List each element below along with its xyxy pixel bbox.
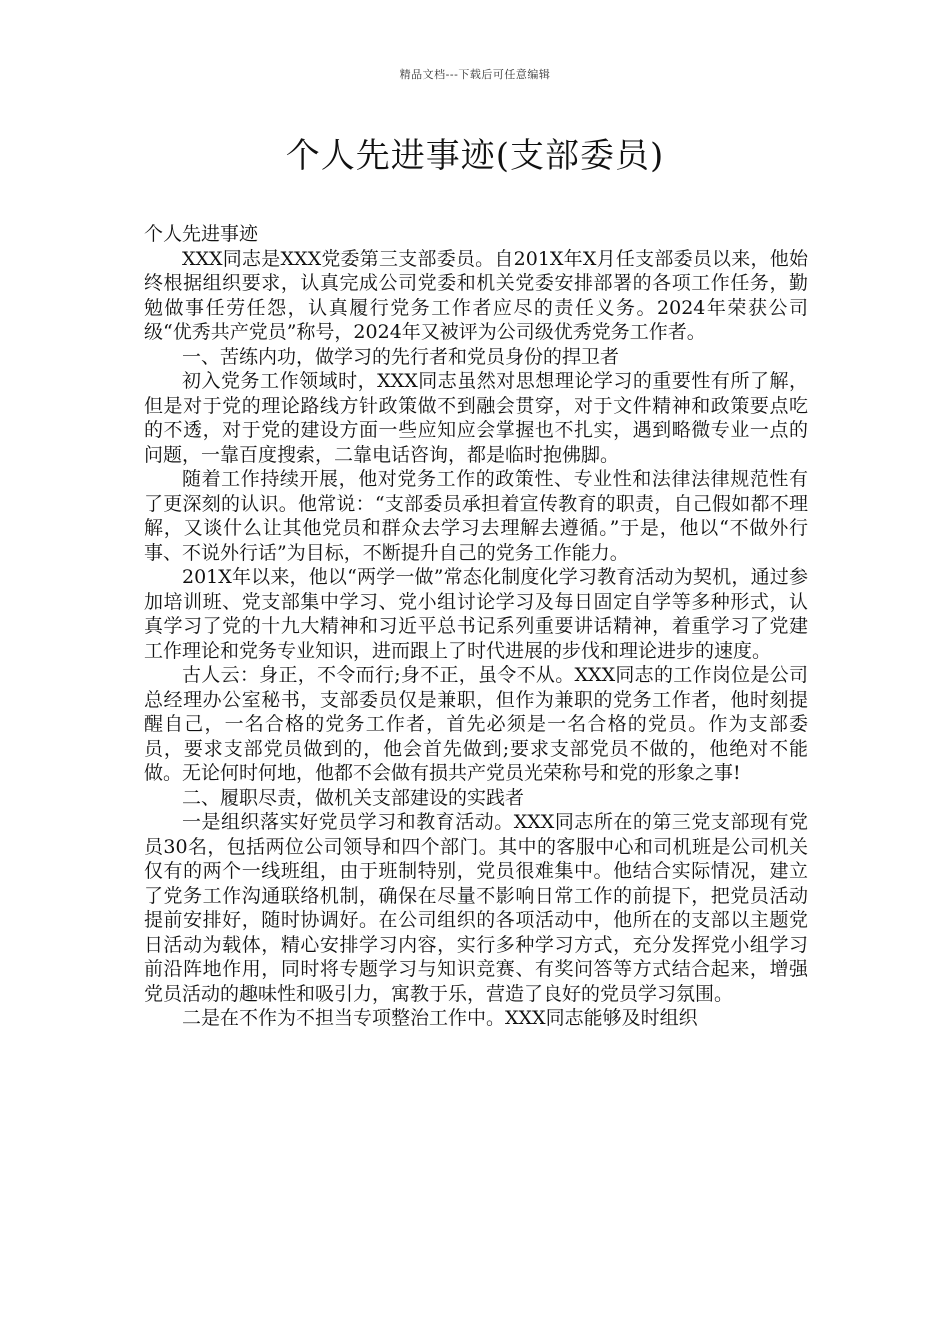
body-paragraph: 古人云：身正，不令而行;身不正，虽令不从。XXX同志的工作岗位是公司总经理办公室秘书，支部委员仅是兼职，但作为兼职的党务工作者，他时刻提醒自己，一名合格的党务工作者，首先必须是一名合格的党员。作为支部委员，要求支部党员做到的，他会首先做到;要求支部党员不做的，他绝对不能做。无论何时何地，他都不会做有损共产党员光荣称号和党的形象之事!: [144, 664, 808, 784]
body-paragraph: 一是组织落实好党员学习和教育活动。XXX同志所在的第三党支部现有党员30名，包括两位公司领导和四个部门。其中的客服中心和司机班是公司机关仅有的两个一线班组，由于班制特别，党员很难集中。他结合实际情况，建立了党务工作沟通联络机制，确保在尽量不影响日常工作的前提下，把党员活动提前安排好，随时协调好。在公司组织的各项活动中，他所在的支部以主题党日活动为载体，精心安排学习内容，实行多种学习方式，充分发挥党小组学习前沿阵地作用，同时将专题学习与知识竞赛、有奖问答等方式结合起来，增强党员活动的趣味性和吸引力，寓教于乐，营造了良好的党员学习氛围。: [144, 811, 808, 1005]
section-heading: 二、履职尽责，做机关支部建设的实践者: [182, 786, 525, 809]
body-paragraph: 二是在不作为不担当专项整治工作中。XXX同志能够及时组织: [182, 1007, 698, 1029]
body-paragraph: 随着工作持续开展，他对党务工作的政策性、专业性和法律法律规范性有了更深刻的认识。他常说：“支部委员承担着宣传教育的职责，自己假如都不理解，又谈什么让其他党员和群众去学习去理解去遵循。”于是，他以“不做外行事、不说外行话”为目标，不断提升自己的党务工作能力。: [144, 468, 808, 564]
document-body: [144, 222, 808, 1031]
page-header-note: 精品文档---下载后可任意编辑: [399, 68, 551, 81]
body-paragraph: 初入党务工作领域时，XXX同志虽然对思想理论学习的重要性有所了解，但是对于党的理论路线方针政策做不到融会贯穿，对于文件精神和政策要点吃的不透，对于党的建设方面一些应知应会掌握也不扎实，遇到略微专业一点的问题，一靠百度搜索，二靠电话咨询，都是临时抱佛脚。: [144, 370, 808, 466]
document-title: 个人先进事迹(支部委员): [285, 136, 665, 176]
section-heading: 一、苦练内功，做学习的先行者和党员身份的捍卫者: [182, 345, 620, 368]
body-paragraph: XXX同志是XXX党委第三支部委员。自201X年X月任支部委员以来，他始终根据组织要求，认真完成公司党委和机关党委安排部署的各项工作任务，勤勉做事任劳任怨，认真履行党务工作者应尽的责任义务。2024年荣获公司级“优秀共产党员”称号，2024年又被评为公司级优秀党务工作者。: [144, 247, 808, 343]
section-label: 个人先进事迹: [144, 223, 259, 245]
body-paragraph: 201X年以来，他以“两学一做”常态化制度化学习教育活动为契机，通过参加培训班、党支部集中学习、党小组讨论学习及每日固定自学等多种形式，认真学习了党的十九大精神和习近平总书记系列重要讲话精神，着重学习了党建工作理论和党务专业知识，进而跟上了时代进展的步伐和理论进步的速度。: [144, 566, 808, 662]
